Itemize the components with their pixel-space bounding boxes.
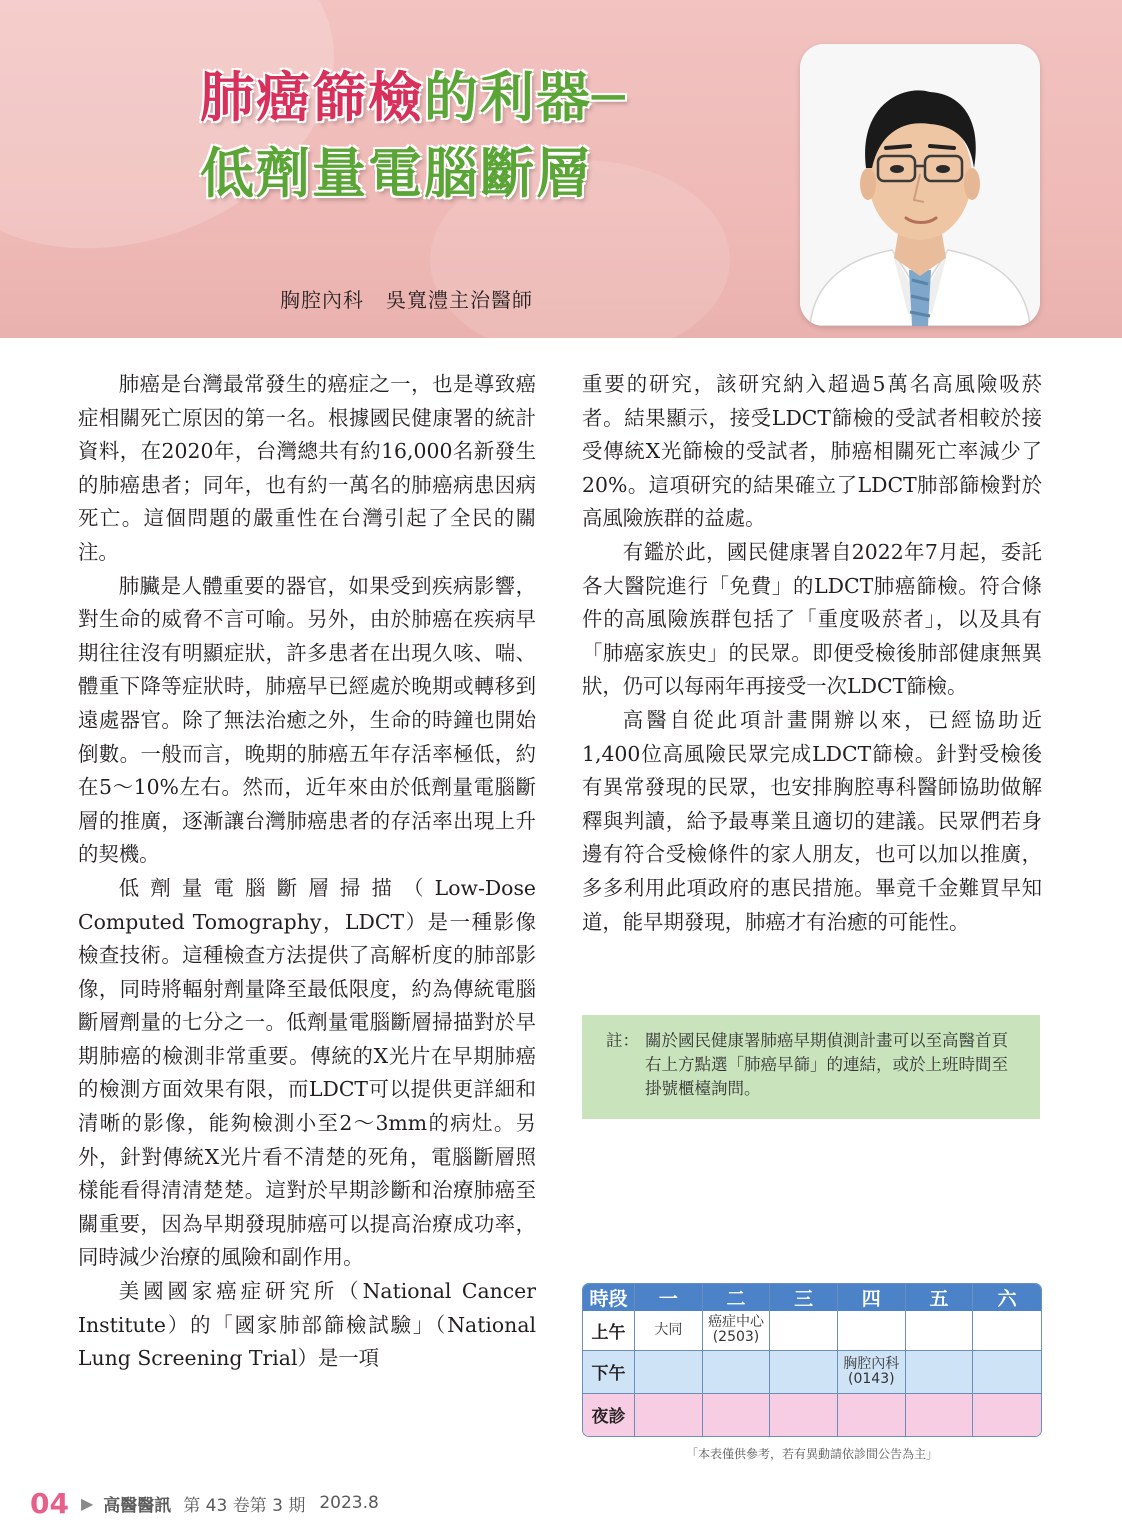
schedule-cell [635,1351,703,1394]
magazine-name: 高醫醫訊 [103,1495,172,1516]
title-line1-part2: 的利器─ [424,66,627,129]
schedule-cell [906,1351,974,1394]
paragraph: 低劑量電腦斷層掃描（Low-Dose Computed Tomography，LDCT）是一種影像檢查技術。這種檢查方法提供了高解析度的肺部影像，同時將輻射劑量降至最低限度，約為傳統電腦斷層劑量的七分之一。低劑量電腦斷層掃描對於早期肺癌的檢測非常重要。傳統的X光片在早期肺癌的檢測方面效果有限，而LDCT可以提供更詳細和清晰的影像，能夠檢測小至2～3mm的病灶。另外，針對傳統X光片看不清楚的死角，電腦斷層照樣能看得清清楚楚。這對於早期診斷和治療肺癌至關重要，因為早期發現肺癌可以提高治療成功率，同時減少治療的風險和副作用。 [78,875,536,1270]
doctor-portrait-illustration [800,44,1040,326]
schedule-cell [703,1351,771,1394]
header-banner [0,0,1122,338]
title-line2: 低劑量電腦斷層 [200,142,592,205]
page-number: 04 [30,1486,69,1520]
issue-number: 第 43 卷第 3 期 [183,1495,306,1516]
row-label-night: 夜診 [583,1394,635,1436]
header-sat: 六 [973,1284,1041,1311]
schedule-cell [635,1394,703,1436]
row-label-morning: 上午 [583,1311,635,1351]
author-photo [800,44,1040,326]
clinic-schedule-table [582,1283,1042,1437]
header-time-slot: 時段 [583,1284,635,1311]
schedule-row-afternoon [583,1351,1041,1394]
note-label: 註： [606,1031,639,1050]
byline [280,284,555,313]
schedule-cell: 大同 [635,1311,703,1351]
article-column-right [582,368,1042,939]
header-wed: 三 [770,1284,838,1311]
schedule-cell [973,1351,1041,1394]
schedule-header-row [583,1284,1041,1311]
paragraph-continued: 重要的研究，該研究納入超過5萬名高風險吸菸者。結果顯示，接受LDCT篩檢的受試者相較於接受傳統X光篩檢的受試者，肺癌相關死亡率減少了20%。這項研究的結果確立了LDCT肺部篩檢對於高風險族群的益處。 [582,372,1042,531]
page-footer [30,1488,379,1518]
header-fri: 五 [906,1284,974,1311]
paragraph: 肺癌是台灣最常發生的癌症之一，也是導致癌症相關死亡原因的第一名。根據國民健康署的統計資料，在2020年，台灣總共有約16,000名新發生的肺癌患者；同年，也有約一萬名的肺癌病患因病死亡。這個問題的嚴重性在台灣引起了全民的關注。 [78,372,536,564]
schedule-disclaimer: 「本表僅供參考，若有異動請依診間公告為主」 [686,1447,939,1461]
schedule-cell [973,1394,1041,1436]
header-mon: 一 [635,1284,703,1311]
schedule-row-morning [583,1311,1041,1351]
schedule-cell [770,1394,838,1436]
title-line1-part1: 肺癌篩檢 [200,66,424,129]
author-name: 吳寬澧主治醫師 [386,288,533,312]
article-column-left [78,368,536,1376]
schedule-cell [838,1311,906,1351]
paragraph: 美國國家癌症研究所（National Cancer Institute）的「國家肺部篩檢試驗」（National Lung Screening Trial）是一項 [78,1279,536,1371]
schedule-cell [770,1351,838,1394]
department: 胸腔內科 [280,288,364,312]
header-thu: 四 [838,1284,906,1311]
schedule-row-night [583,1394,1041,1436]
article-title [200,60,627,212]
schedule-cell [906,1394,974,1436]
schedule-cell: 胸腔內科 (0143) [838,1351,906,1394]
schedule-cell [838,1394,906,1436]
paragraph: 高醫自從此項計畫開辦以來，已經協助近1,400位高風險民眾完成LDCT篩檢。針對受檢後有異常發現的民眾，也安排胸腔專科醫師協助做解釋與判讀，給予最專業且適切的建議。民眾們若身邊有符合受檢條件的家人朋友，也可以加以推廣，多多利用此項政府的惠民措施。畢竟千金難買早知道，能早期發現，肺癌才有治癒的可能性。 [582,707,1042,934]
schedule-cell: 癌症中心 (2503) [703,1311,771,1351]
row-label-afternoon: 下午 [583,1351,635,1394]
schedule-cell [770,1311,838,1351]
note-text: 關於國民健康署肺癌早期偵測計畫可以至高醫首頁右上方點選「肺癌早篩」的連結，或於上班時間至掛號櫃檯詢問。 [645,1031,1008,1098]
header-tue: 二 [703,1284,771,1311]
schedule-cell [703,1394,771,1436]
issue-date: 2023.8 [319,1493,379,1513]
note-box [582,1015,1040,1119]
paragraph: 有鑑於此，國民健康署自2022年7月起，委託各大醫院進行「免費」的LDCT肺癌篩檢。符合條件的高風險族群包括了「重度吸菸者」，以及具有「肺癌家族史」的民眾。即便受檢後肺部健康無異狀，仍可以每兩年再接受一次LDCT篩檢。 [582,539,1042,699]
triangle-icon: ▶ [80,1493,94,1513]
schedule-cell [973,1311,1041,1351]
paragraph: 肺臟是人體重要的器官，如果受到疾病影響，對生命的威脅不言可喻。另外，由於肺癌在疾病早期往往沒有明顯症狀，許多患者在出現久咳、喘、體重下降等症狀時，肺癌早已經處於晚期或轉移到遠處器官。除了無法治癒之外，生命的時鐘也開始倒數。一般而言，晚期的肺癌五年存活率極低，約在5～10%左右。然而，近年來由於低劑量電腦斷層的推廣，逐漸讓台灣肺癌患者的存活率出現上升的契機。 [78,573,536,867]
schedule-cell [906,1311,974,1351]
